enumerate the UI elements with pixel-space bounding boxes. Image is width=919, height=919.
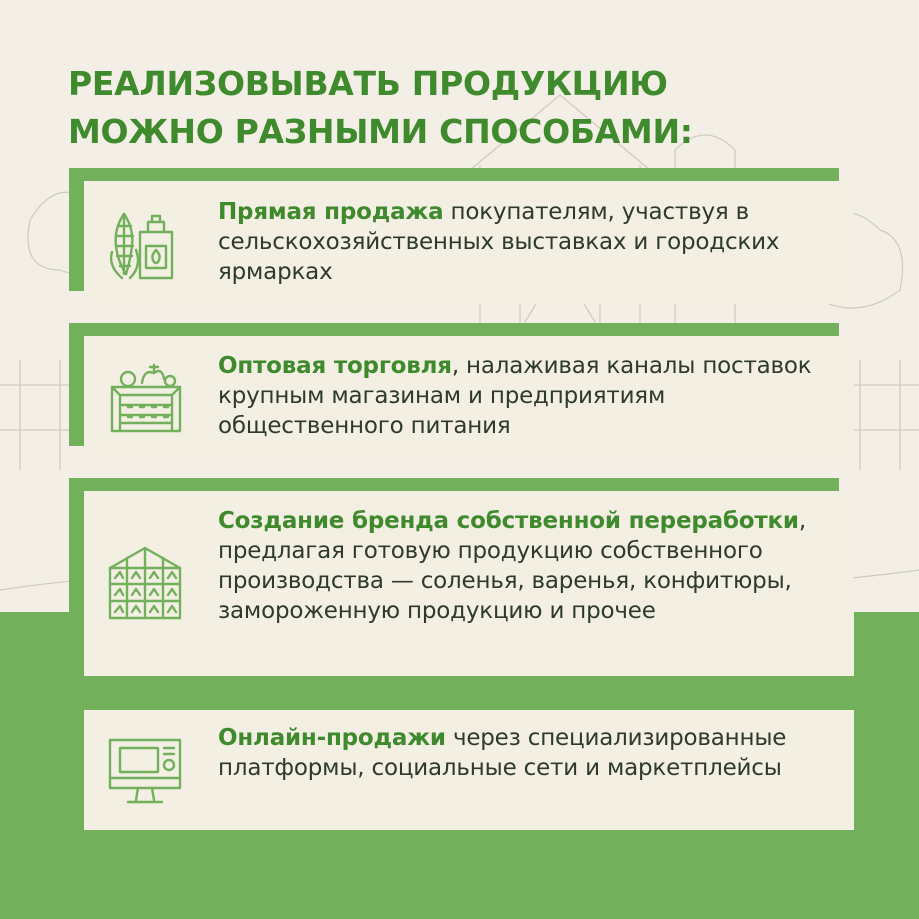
card-own-brand — [84, 491, 854, 676]
card-direct-sales-rest: покупателям, участвуя в сельскохозяйственных выставках и городских ярмарках — [218, 199, 780, 285]
card-online-sales — [84, 710, 854, 830]
card-wholesale — [84, 336, 854, 459]
card-own-brand-text — [218, 506, 840, 626]
page-title — [68, 60, 693, 156]
computer-monitor-icon — [106, 732, 184, 810]
card-wholesale-lead: Оптовая торговля — [218, 353, 452, 379]
card-direct-sales — [84, 181, 854, 304]
corn-and-canister-icon — [106, 206, 184, 284]
card-own-brand-lead: Создание бренда собственной переработки — [218, 508, 799, 534]
title-line-1: РЕАЛИЗОВЫВАТЬ ПРОДУКЦИЮ — [68, 64, 668, 103]
card-wholesale-text — [218, 351, 846, 441]
title-line-2: МОЖНО РАЗНЫМИ СПОСОБАМИ: — [68, 112, 693, 151]
card-online-sales-lead: Онлайн-продажи — [218, 725, 446, 751]
card-own-brand-rest: , предлагая готовую продукцию собственного производства — соленья, варенья, конфитюры, замороженную продукцию и прочее — [218, 508, 806, 624]
card-direct-sales-text — [218, 197, 846, 287]
card-online-sales-text — [218, 723, 846, 783]
greenhouse-icon — [106, 544, 184, 622]
vegetable-crate-icon — [106, 359, 184, 437]
card-wholesale-rest: , налаживая каналы поставок крупным магазинам и предприятиям общественного питания — [218, 353, 812, 439]
card-direct-sales-lead: Прямая продажа — [218, 199, 444, 225]
card-online-sales-rest: через специализированные платформы, социальные сети и маркетплейсы — [218, 725, 787, 781]
